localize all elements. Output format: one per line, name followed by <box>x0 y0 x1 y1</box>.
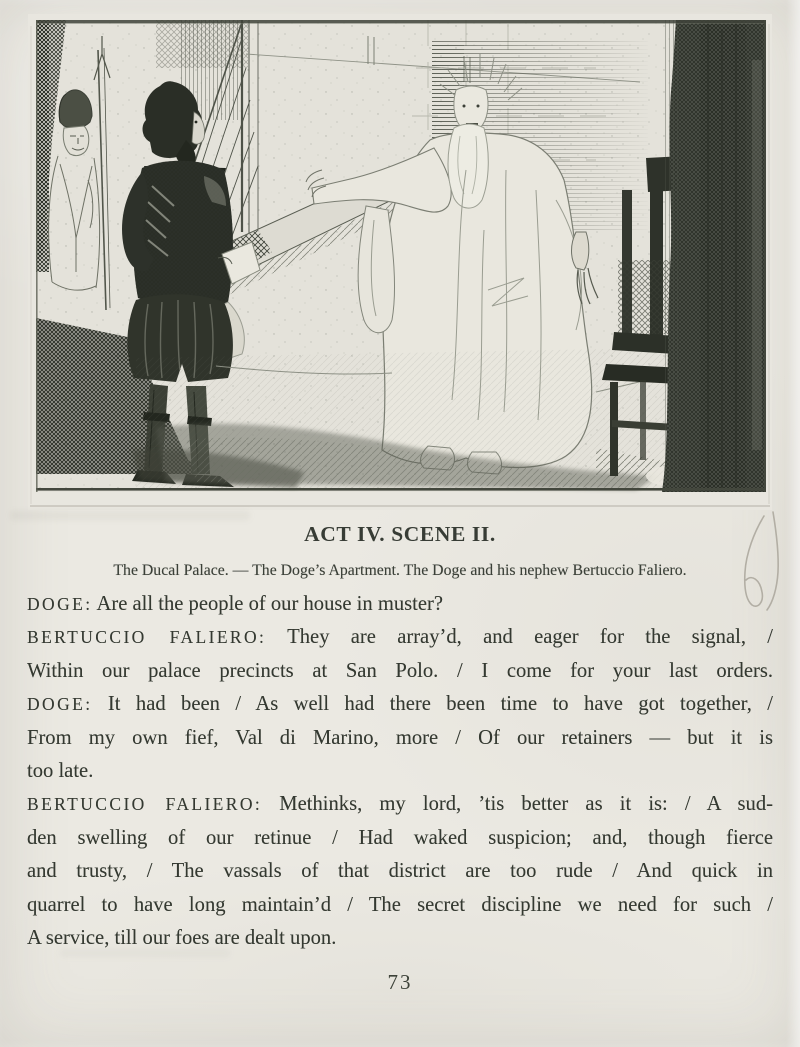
illustration-plate <box>28 14 772 510</box>
dialogue <box>27 588 773 955</box>
act-scene-heading: ACT IV. SCENE II. <box>304 522 496 546</box>
speaker-label: BERTUCCIO FALIERO: <box>27 627 267 648</box>
dialogue-line: From my own fief, Val di Marino, more / Of our retainers — but it is <box>27 726 773 749</box>
chair-front-leg <box>610 382 618 476</box>
stage-direction: The Ducal Palace. — The Doge’s Apartment. The Doge and his nephew Bertuccio Faliero. <box>113 562 687 579</box>
dialogue-line: Within our palace precincts at San Polo. / I come for your last orders. <box>27 659 773 682</box>
speaker-label: DOGE: <box>27 694 93 715</box>
page-number: 73 <box>387 970 413 994</box>
dialogue-line: and trusty, / The vassals of that district are too rude / And quick in <box>27 860 773 883</box>
dialogue-line: DOGE: It had been / As well had there been time to have got together, / <box>27 693 773 716</box>
guard-face <box>63 126 89 156</box>
doge-beard <box>448 124 488 208</box>
speaker-label: DOGE: <box>27 594 93 614</box>
dialogue-line: BERTUCCIO FALIERO: Methinks, my lord, ’tis better as it is: / A sud- <box>27 793 773 816</box>
etching-illustration <box>28 14 772 510</box>
bleed-smudge <box>10 511 250 520</box>
etching-drawing <box>36 20 766 492</box>
dialogue-line: BERTUCCIO FALIERO: They are array’d, and eager for the signal, / <box>27 626 773 649</box>
page-edge-highlight <box>786 0 800 1047</box>
dialogue-line: den swelling of our retinue / Had waked suspicion; and, though fierce <box>27 826 773 849</box>
doge-face <box>454 86 488 128</box>
dialogue-line: quarrel to have long maintain’d / The secret discipline we need for such / <box>27 893 773 916</box>
dark-curtain <box>662 20 766 492</box>
pencil-mark <box>718 510 792 614</box>
doge-left-hand <box>572 232 589 270</box>
dialogue-line: too late. <box>27 760 94 783</box>
sleeve-drape <box>358 206 394 333</box>
dialogue-line: DOGE: Are all the people of our house in muster? <box>27 593 444 615</box>
dialogue-line: A service, till our foes are dealt upon. <box>27 927 337 950</box>
speaker-label: BERTUCCIO FALIERO: <box>27 794 263 815</box>
